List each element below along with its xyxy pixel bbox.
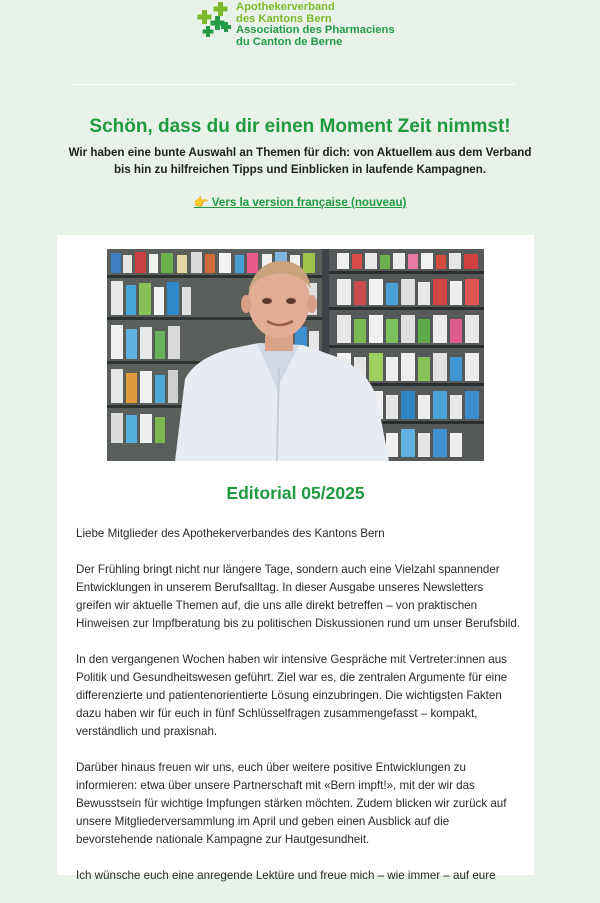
logo-line-4: du Canton de Berne xyxy=(236,35,343,48)
logo-line-2: des Kantons Bern xyxy=(236,12,332,25)
logo-line-3: Association des Pharmaciens xyxy=(236,24,395,37)
logo-wordmark xyxy=(236,2,395,48)
intro-subtitle xyxy=(0,144,600,178)
editorial-paragraph: Liebe Mitglieder des Apothekerverbandes des Kantons Bern xyxy=(76,527,385,540)
pointing-hand-icon: 👉 xyxy=(193,195,209,209)
editorial-paragraph: Ich wünsche euch eine anregende Lektüre und freue mich – wie immer – auf eure xyxy=(76,869,496,882)
editorial-paragraph: Darüber hinaus freuen wir uns, euch über weitere positive Entwicklungen zu informieren: etwa über unsere Partnerschaft mit «Bern impft!», mit der wir das Bewusstsein für wichtige Impfungen stärken möchten. Zudem blicken wir zurück auf unsere Mitgliederversammlung im April und geben einen Ausblick auf die bevorstehende nationale Kampagne zur Hautgesundheit. xyxy=(76,761,507,846)
editorial-paragraph: Der Frühling bringt nicht nur längere Tage, sondern auch eine Vielzahl spannender Entwicklungen in unserem Berufsalltag. In dieser Ausgabe unseres Newsletters greifen wir aktuelle Themen auf, die uns alle direkt betreffen – von praktischen Hinweisen zur Impfberatung bis zu politischen Diskussionen rund um unser Berufsbild. xyxy=(76,563,521,630)
french-version-label: Vers la version française (nouveau) xyxy=(211,196,407,209)
header-divider xyxy=(72,84,516,85)
editorial-card xyxy=(57,235,534,882)
intro-section xyxy=(0,116,600,178)
intro-title: Schön, dass du dir einen Moment Zeit nimmst! xyxy=(89,116,511,137)
newsletter-header xyxy=(0,0,600,84)
editorial-paragraph: In den vergangenen Wochen haben wir intensive Gespräche mit Vertreter:innen aus Politik und Gesundheitswesen geführt. Ziel war es, die zentralen Argumente für eine differenzierte und patientenorientierte Lösung einzubringen. Die wichtigsten Fakten dazu haben wir für euch in fünf Schlüsselfragen zusammengefasst – kompakt, verständlich und praxisnah. xyxy=(76,653,508,738)
editorial-body xyxy=(76,525,521,903)
editorial-photo xyxy=(107,249,484,461)
association-logo[interactable] xyxy=(196,2,395,48)
editorial-title: Editorial 05/2025 xyxy=(226,483,365,503)
logo-line-1: Apothekerverband xyxy=(236,1,335,13)
french-version-link[interactable] xyxy=(194,196,407,209)
intro-subtitle-line-2: bis hin zu hilfreichen Tipps und Einblicken in laufende Kampagnen. xyxy=(113,163,487,176)
pharmacist-portrait xyxy=(107,249,484,461)
cross-cluster-icon xyxy=(196,2,232,38)
language-switch xyxy=(0,193,600,211)
intro-subtitle-line-1: Wir haben eine bunte Auswahl an Themen für dich: von Aktuellem aus dem Verband xyxy=(68,146,532,159)
